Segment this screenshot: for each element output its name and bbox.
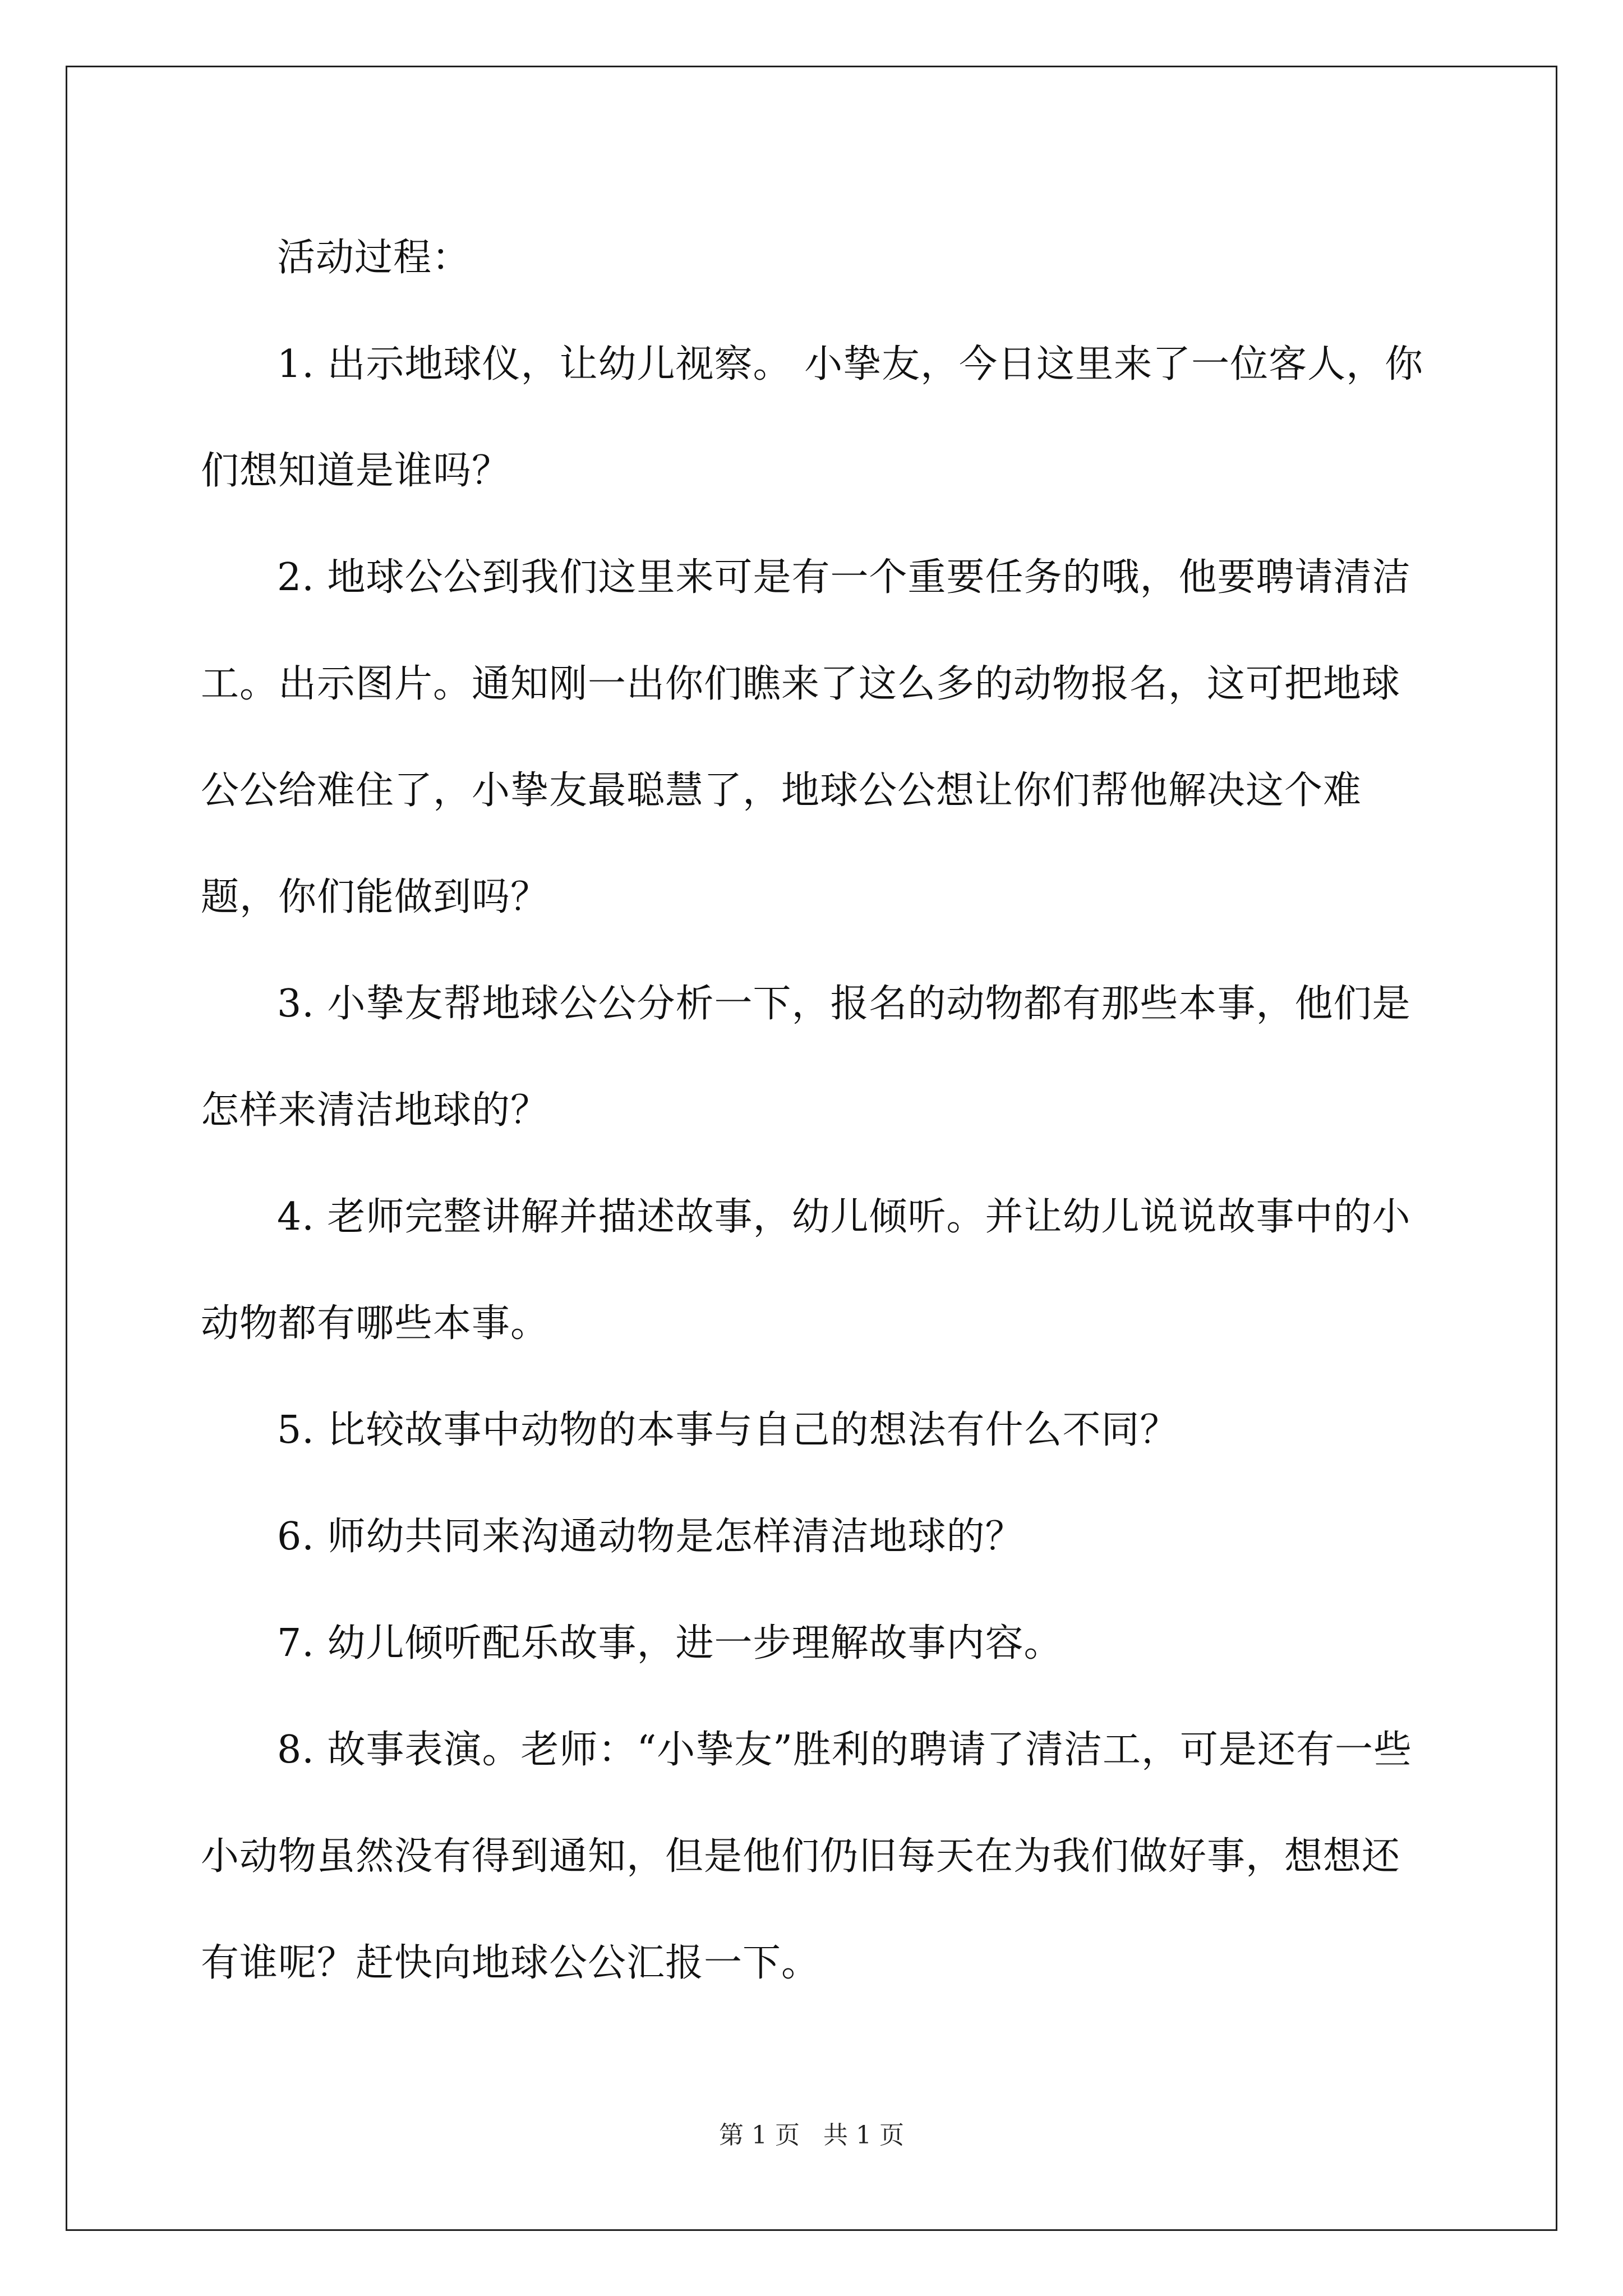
step-3-paragraph: 3. 小挚友帮地球公公分析一下，报名的动物都有那些本事，他们是怎样来清洁地球的？ [201,982,1411,1133]
step-2-paragraph: 2. 地球公公到我们这里来可是有一个重要任务的哦，他要聘请清洁工。出示图片。通知刚一出你们瞧来了这么多的动物报名，这可把地球公公给难住了，小挚友最聪慧了，地球公公想让你们帮他解决这个难题，你们能做到吗？ [201,555,1411,919]
step-4-paragraph: 4. 老师完整讲解并描述故事，幼儿倾听。并让幼儿说说故事中的小动物都有哪些本事。 [201,1195,1411,1346]
page-total: 共 1 页 [823,2121,904,2150]
step-1-paragraph: 1. 出示地球仪，让幼儿视察。 小挚友，今日这里来了一位客人，你们想知道是谁吗？ [201,342,1424,493]
page-number: 第 1 页 [719,2121,800,2150]
step-6-paragraph: 6. 师幼共同来沟通动物是怎样清洁地球的？ [277,1515,1024,1559]
page-footer [0,2115,1623,2151]
step-5-paragraph: 5. 比较故事中动物的本事与自己的想法有什么不同？ [277,1408,1179,1452]
step-8-paragraph: 8. 故事表演。老师：“小挚友”胜利的聘请了清洁工，可是还有一些小动物虽然没有得到通知，但是他们仍旧每天在为我们做好事，想想还有谁呢？赶快向地球公公汇报一下。 [201,1728,1413,1985]
section-heading: 活动过程： [277,236,471,280]
document-body [201,205,1435,2017]
step-7-paragraph: 7. 幼儿倾听配乐故事，进一步理解故事内容。 [277,1621,1063,1665]
